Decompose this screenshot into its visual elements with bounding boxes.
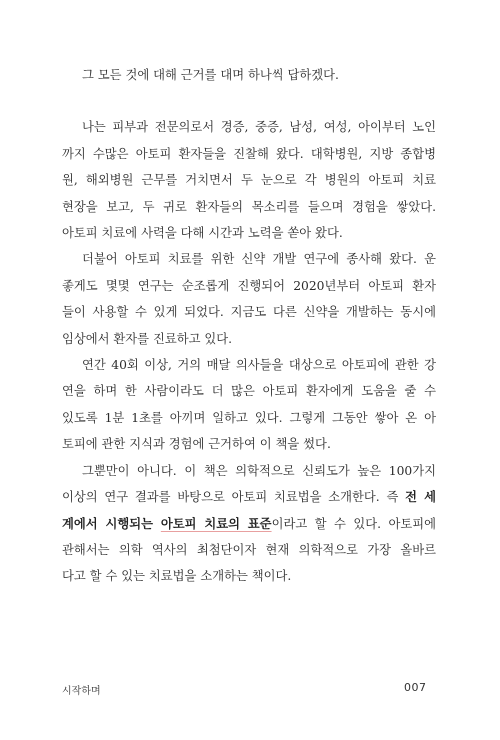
body-text	[62, 62, 436, 590]
text-line: 까지 수많은 아토피 환자들을 진찰해 왔다. 대학병원, 지방 종합병	[62, 146, 436, 161]
page-number: 007	[404, 681, 427, 694]
text-line: 있도록 1분 1초를 아끼며 일하고 있다. 그렇게 그동안 쌓아 온 아	[62, 410, 436, 425]
text-line: 관해서는 의학 역사의 최첨단이자 현재 의학적으로 가장 올바르	[62, 542, 436, 557]
text-line: 다고 할 수 있는 치료법을 소개하는 책이다.	[62, 569, 292, 584]
text-line: 아토피 치료에 사력을 다해 시간과 노력을 쏟아 왔다.	[62, 226, 343, 241]
text-line: 토피에 관한 지식과 경험에 근거하여 이 책을 썼다.	[62, 437, 331, 452]
running-footer-section: 시작하며	[62, 686, 101, 697]
paragraph-1	[62, 62, 436, 88]
emphasis-text: 계에서 시행되는	[62, 515, 161, 531]
paragraph-gap	[62, 88, 436, 114]
text-line: 연간 40회 이상, 거의 매달 의사들을 대상으로 아토피에 관한 강	[82, 358, 436, 373]
paragraph-3	[62, 246, 436, 352]
paragraph-5	[62, 458, 436, 590]
text-line: 그뿐만이 아니다. 이 책은 의학적으로 신뢰도가 높은 100가지	[82, 463, 436, 478]
text-line: 연을 하며 한 사람이라도 더 많은 아토피 환자에게 도움을 줄 수	[62, 384, 436, 399]
text-line: 더불어 아토피 치료를 위한 신약 개발 연구에 종사해 왔다. 운	[82, 252, 436, 267]
paragraph-4	[62, 352, 436, 458]
text-line: 나는 피부과 전문의로서 경증, 중증, 남성, 여성, 아이부터 노인	[82, 120, 436, 135]
paragraph-2	[62, 114, 436, 246]
text-segment: 이라고 할 수 있다. 아토피에	[271, 516, 436, 531]
text-line	[62, 484, 436, 510]
text-line: 들이 사용할 수 있게 되었다. 지금도 다른 신약을 개발하는 동시에	[62, 305, 436, 320]
text-line	[62, 511, 436, 537]
text-line: 현장을 보고, 두 귀로 환자들의 목소리를 들으며 경험을 쌓았다.	[62, 199, 436, 214]
text-line: 좋게도 몇몇 연구는 순조롭게 진행되어 2020년부터 아토피 환자	[62, 278, 436, 293]
text-segment: 이상의 연구 결과를 바탕으로 아토피 치료법을 소개한다. 즉	[62, 490, 406, 505]
emphasis-text: 전 세	[405, 489, 436, 505]
text-line: 임상에서 환자를 진료하고 있다.	[62, 331, 233, 346]
text-line: 원, 해외병원 근무를 거치면서 두 눈으로 각 병원의 아토피 치료	[62, 173, 436, 188]
text-line: 그 모든 것에 대해 근거를 대며 하나씩 답하겠다.	[82, 68, 339, 82]
underlined-emphasis: 아토피 치료의 표준	[160, 515, 272, 531]
